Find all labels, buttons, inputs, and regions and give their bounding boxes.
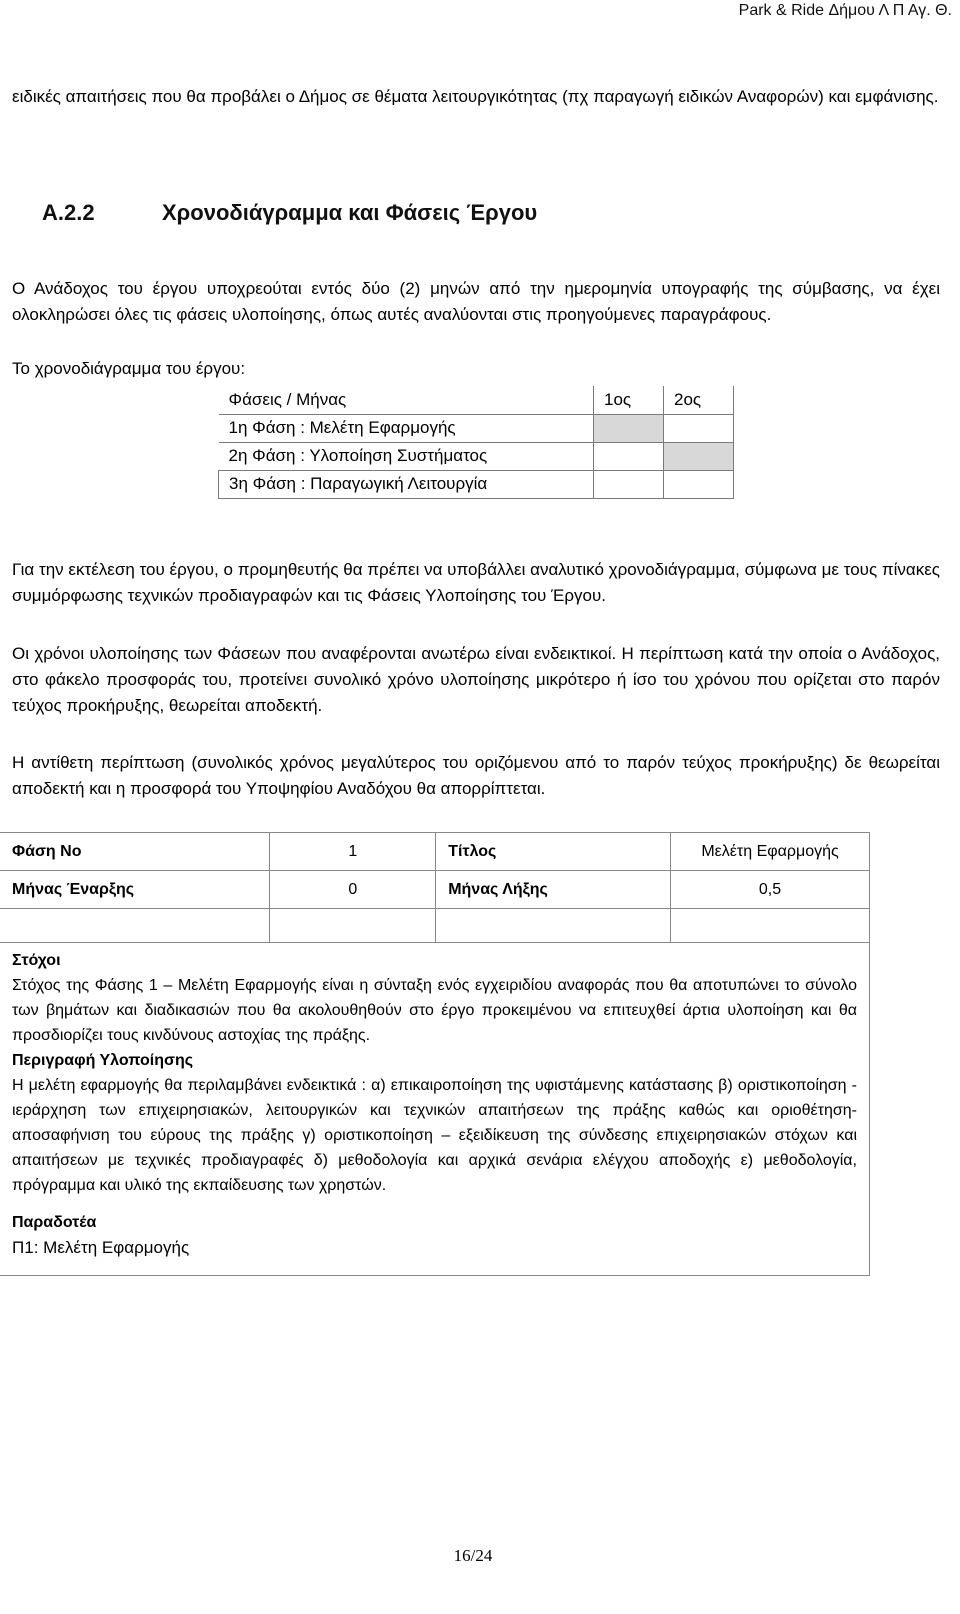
empty-cell [671,909,870,943]
schedule-table [218,386,734,499]
phase-card [0,832,870,1614]
phase-meta-table [0,832,870,943]
page-number: 16/24 [453,1546,493,1565]
phase-meta-row [0,833,870,871]
section-title: Χρονοδιάγραμμα και Φάσεις Έργου [162,200,538,225]
spacer [12,1198,857,1210]
schedule-cell [664,414,734,442]
schedule-cell [664,470,734,498]
times-paragraph [12,641,940,719]
phase-no-label: Φάση Νο [0,833,270,871]
obligation-paragraph [12,276,940,328]
schedule-header-phase: Φάσεις / Μήνας [219,386,594,414]
schedule-header-month-2: 2ος [664,386,734,414]
schedule-header-month-1: 1ος [594,386,664,414]
page-header: Park & Ride Δήμου Λ Π Αγ. Θ. [738,2,952,19]
implementation-heading: Περιγραφή Υλοποίησης [12,1052,194,1069]
phase-start-label: Μήνας Έναρξης [0,871,270,909]
schedule-label [12,356,940,382]
phase-start-value: 0 [270,871,436,909]
phase-title-label: Τίτλος [436,833,671,871]
schedule-cell [594,470,664,498]
times-text: Οι χρόνοι υλοποίησης των Φάσεων που αναφέρονται ανωτέρω είναι ενδεικτικοί. Η περίπτωση κατά την οποία ο Ανάδοχος, στο φάκελο προσφοράς του, προτείνει συνολικό χρόνο υλοποίησης μικρότερο ή ίσο του χρόνου που ορίζεται στο παρόν τεύχος προκήρυξης, θεωρείται αποδεκτή. [12,644,940,715]
schedule-label-text: Το χρονοδιάγραμμα του έργου: [12,359,246,378]
schedule-row [219,414,734,442]
schedule-header-row [219,386,734,414]
phase-end-value: 0,5 [671,871,870,909]
contrary-text: Η αντίθετη περίπτωση (συνολικός χρόνος μεγαλύτερος του οριζόμενου από το παρόν τεύχος προκήρυξης) δε θεωρείται αποδεκτή και η προσφορά του Υποψηφίου Αναδόχου θα απορρίπτεται. [12,753,940,798]
goals-text: Στόχος της Φάσης 1 – Μελέτη Εφαρμογής είναι η σύνταξη ενός εγχειριδίου αναφοράς που θα αποτυπώνει το σύνολο των βημάτων και διαδικασιών που θα ακολουθηθούν στο έργο προκειμένου να επιτευχθεί άρτια υλοποίηση και θα προσδιορίζει τους κινδύνους αστοχίας της πράξης. [12,977,857,1044]
phase-body [0,942,870,1276]
schedule-row-phase: 2η Φάση : Υλοποίηση Συστήματος [219,442,594,470]
schedule-row-phase: 1η Φάση : Μελέτη Εφαρμογής [219,414,594,442]
empty-cell [0,909,270,943]
intro-text: ειδικές απαιτήσεις που θα προβάλει ο Δήμος σε θέματα λειτουργικότητας (πχ παραγωγή ειδικών Αναφορών) και εμφάνισης. [12,87,939,106]
schedule-cell [594,442,664,470]
empty-cell [270,909,436,943]
deliverables-heading: Παραδοτέα [12,1214,97,1231]
schedule-row [219,470,734,498]
deliverable-item: Π1: Μελέτη Εφαρμογής [12,1238,190,1257]
phase-no-value: 1 [270,833,436,871]
schedule-cell [664,442,734,470]
schedule-row [219,442,734,470]
phase-meta-row [0,871,870,909]
contrary-paragraph [12,750,940,802]
section-heading [42,200,537,226]
phase-title-value: Μελέτη Εφαρμογής [671,833,870,871]
obligation-text: Ο Ανάδοχος του έργου υποχρεούται εντός δύο (2) μηνών από την ημερομηνία υπογραφής της σύμβασης, να έχει ολοκληρώσει όλες τις φάσεις υλοποίησης, όπως αυτές αναλύονται στις προηγούμενες παραγράφους. [12,279,940,324]
goals-heading: Στόχοι [12,952,61,969]
execution-text: Για την εκτέλεση του έργου, ο προμηθευτής θα πρέπει να υποβάλλει αναλυτικό χρονοδιάγραμμα, σύμφωνα με τους πίνακες συμμόρφωσης τεχνικών προδιαγραφών και τις Φάσεις Υλοποίησης του Έργου. [12,560,940,605]
execution-paragraph [12,557,940,609]
phase-end-label: Μήνας Λήξης [436,871,671,909]
schedule-cell [594,414,664,442]
empty-cell [436,909,671,943]
section-number: Α.2.2 [42,200,95,225]
phase-meta-spacer [0,909,870,943]
intro-paragraph [12,84,940,110]
implementation-text: Η μελέτη εφαρμογής θα περιλαμβάνει ενδεικτικά : α) επικαιροποίηση της υφιστάμενης κατάστασης β) οριστικοποίηση - ιεράρχηση των επιχειρησιακών, λειτουργικών και τεχνικών απαιτήσεων της πράξης καθώς και οριοθέτηση-αποσαφήνιση του εύρους της πράξης γ) οριστικοποίηση – εξειδίκευση της σύνδεσης επιχειρησιακών στόχων και απαιτήσεων με τεχνικές προδιαγραφές δ) μεθοδολογία και αρχικά σενάρια ελέγχου αποδοχής ε) μεθοδολογία, πρόγραμμα και υλικό της εκπαίδευσης των χρηστών. [12,1077,857,1194]
schedule-row-phase: 3η Φάση : Παραγωγική Λειτουργία [219,470,594,498]
